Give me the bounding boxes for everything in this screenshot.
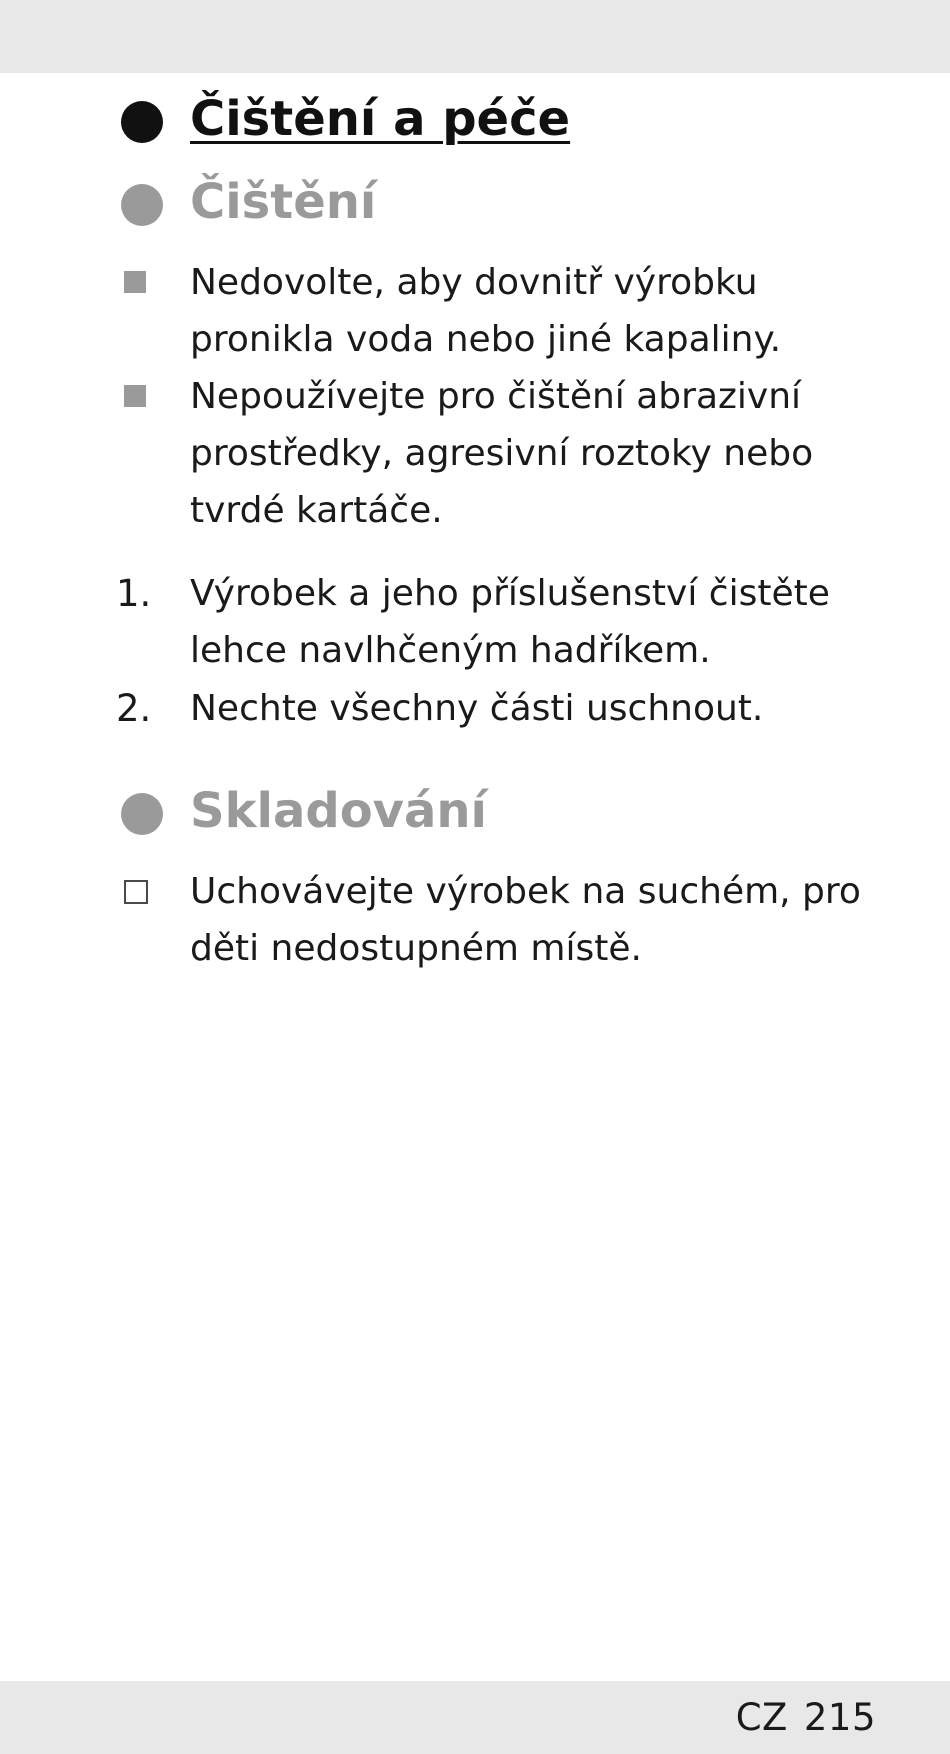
list-item-line: Nedovolte, aby dovnitř výrobku [190, 262, 758, 303]
step-number: 1. [116, 572, 152, 615]
list-item-line: Nepoužívejte pro čištění abrazivní [190, 376, 802, 417]
step-text [190, 565, 870, 679]
step-text [190, 680, 870, 737]
step-line: lehce navlhčeným hadříkem. [190, 630, 711, 671]
list-item-line: prostředky, agresivní roztoky nebo [190, 433, 814, 474]
square-bullet-icon [124, 271, 146, 293]
section-heading-cleaning-row [0, 176, 950, 236]
language-code: CZ [735, 1696, 788, 1739]
step-number: 2. [116, 687, 152, 730]
page-title: Čištění a péče [190, 91, 571, 147]
list-item-line: Uchovávejte výrobek na suchém, pro [190, 871, 861, 912]
section-heading-storage: Skladování [190, 783, 487, 839]
grey-bullet-dot-icon [121, 793, 163, 835]
list-item-line: děti nedostupném místě. [190, 928, 642, 969]
empty-square-bullet-icon [124, 880, 148, 904]
main-heading-row [0, 93, 950, 153]
step-line: Výrobek a jeho příslušenství čistěte [190, 573, 830, 614]
page-number [736, 1696, 876, 1739]
square-bullet-icon [124, 385, 146, 407]
black-bullet-dot-icon [121, 101, 163, 143]
page-number-value: 215 [803, 1696, 876, 1739]
list-item-line: tvrdé kartáče. [190, 490, 443, 531]
section-heading-cleaning: Čištění [190, 174, 377, 230]
grey-bullet-dot-icon [121, 184, 163, 226]
list-item-text [190, 254, 870, 368]
list-item-text [190, 863, 870, 977]
step-line: Nechte všechny části uschnout. [190, 688, 764, 729]
section-heading-storage-row [0, 785, 950, 845]
list-item-text [190, 368, 870, 539]
top-band [0, 0, 950, 73]
footer-band [0, 1681, 950, 1754]
list-item-line: pronikla voda nebo jiné kapaliny. [190, 319, 782, 360]
